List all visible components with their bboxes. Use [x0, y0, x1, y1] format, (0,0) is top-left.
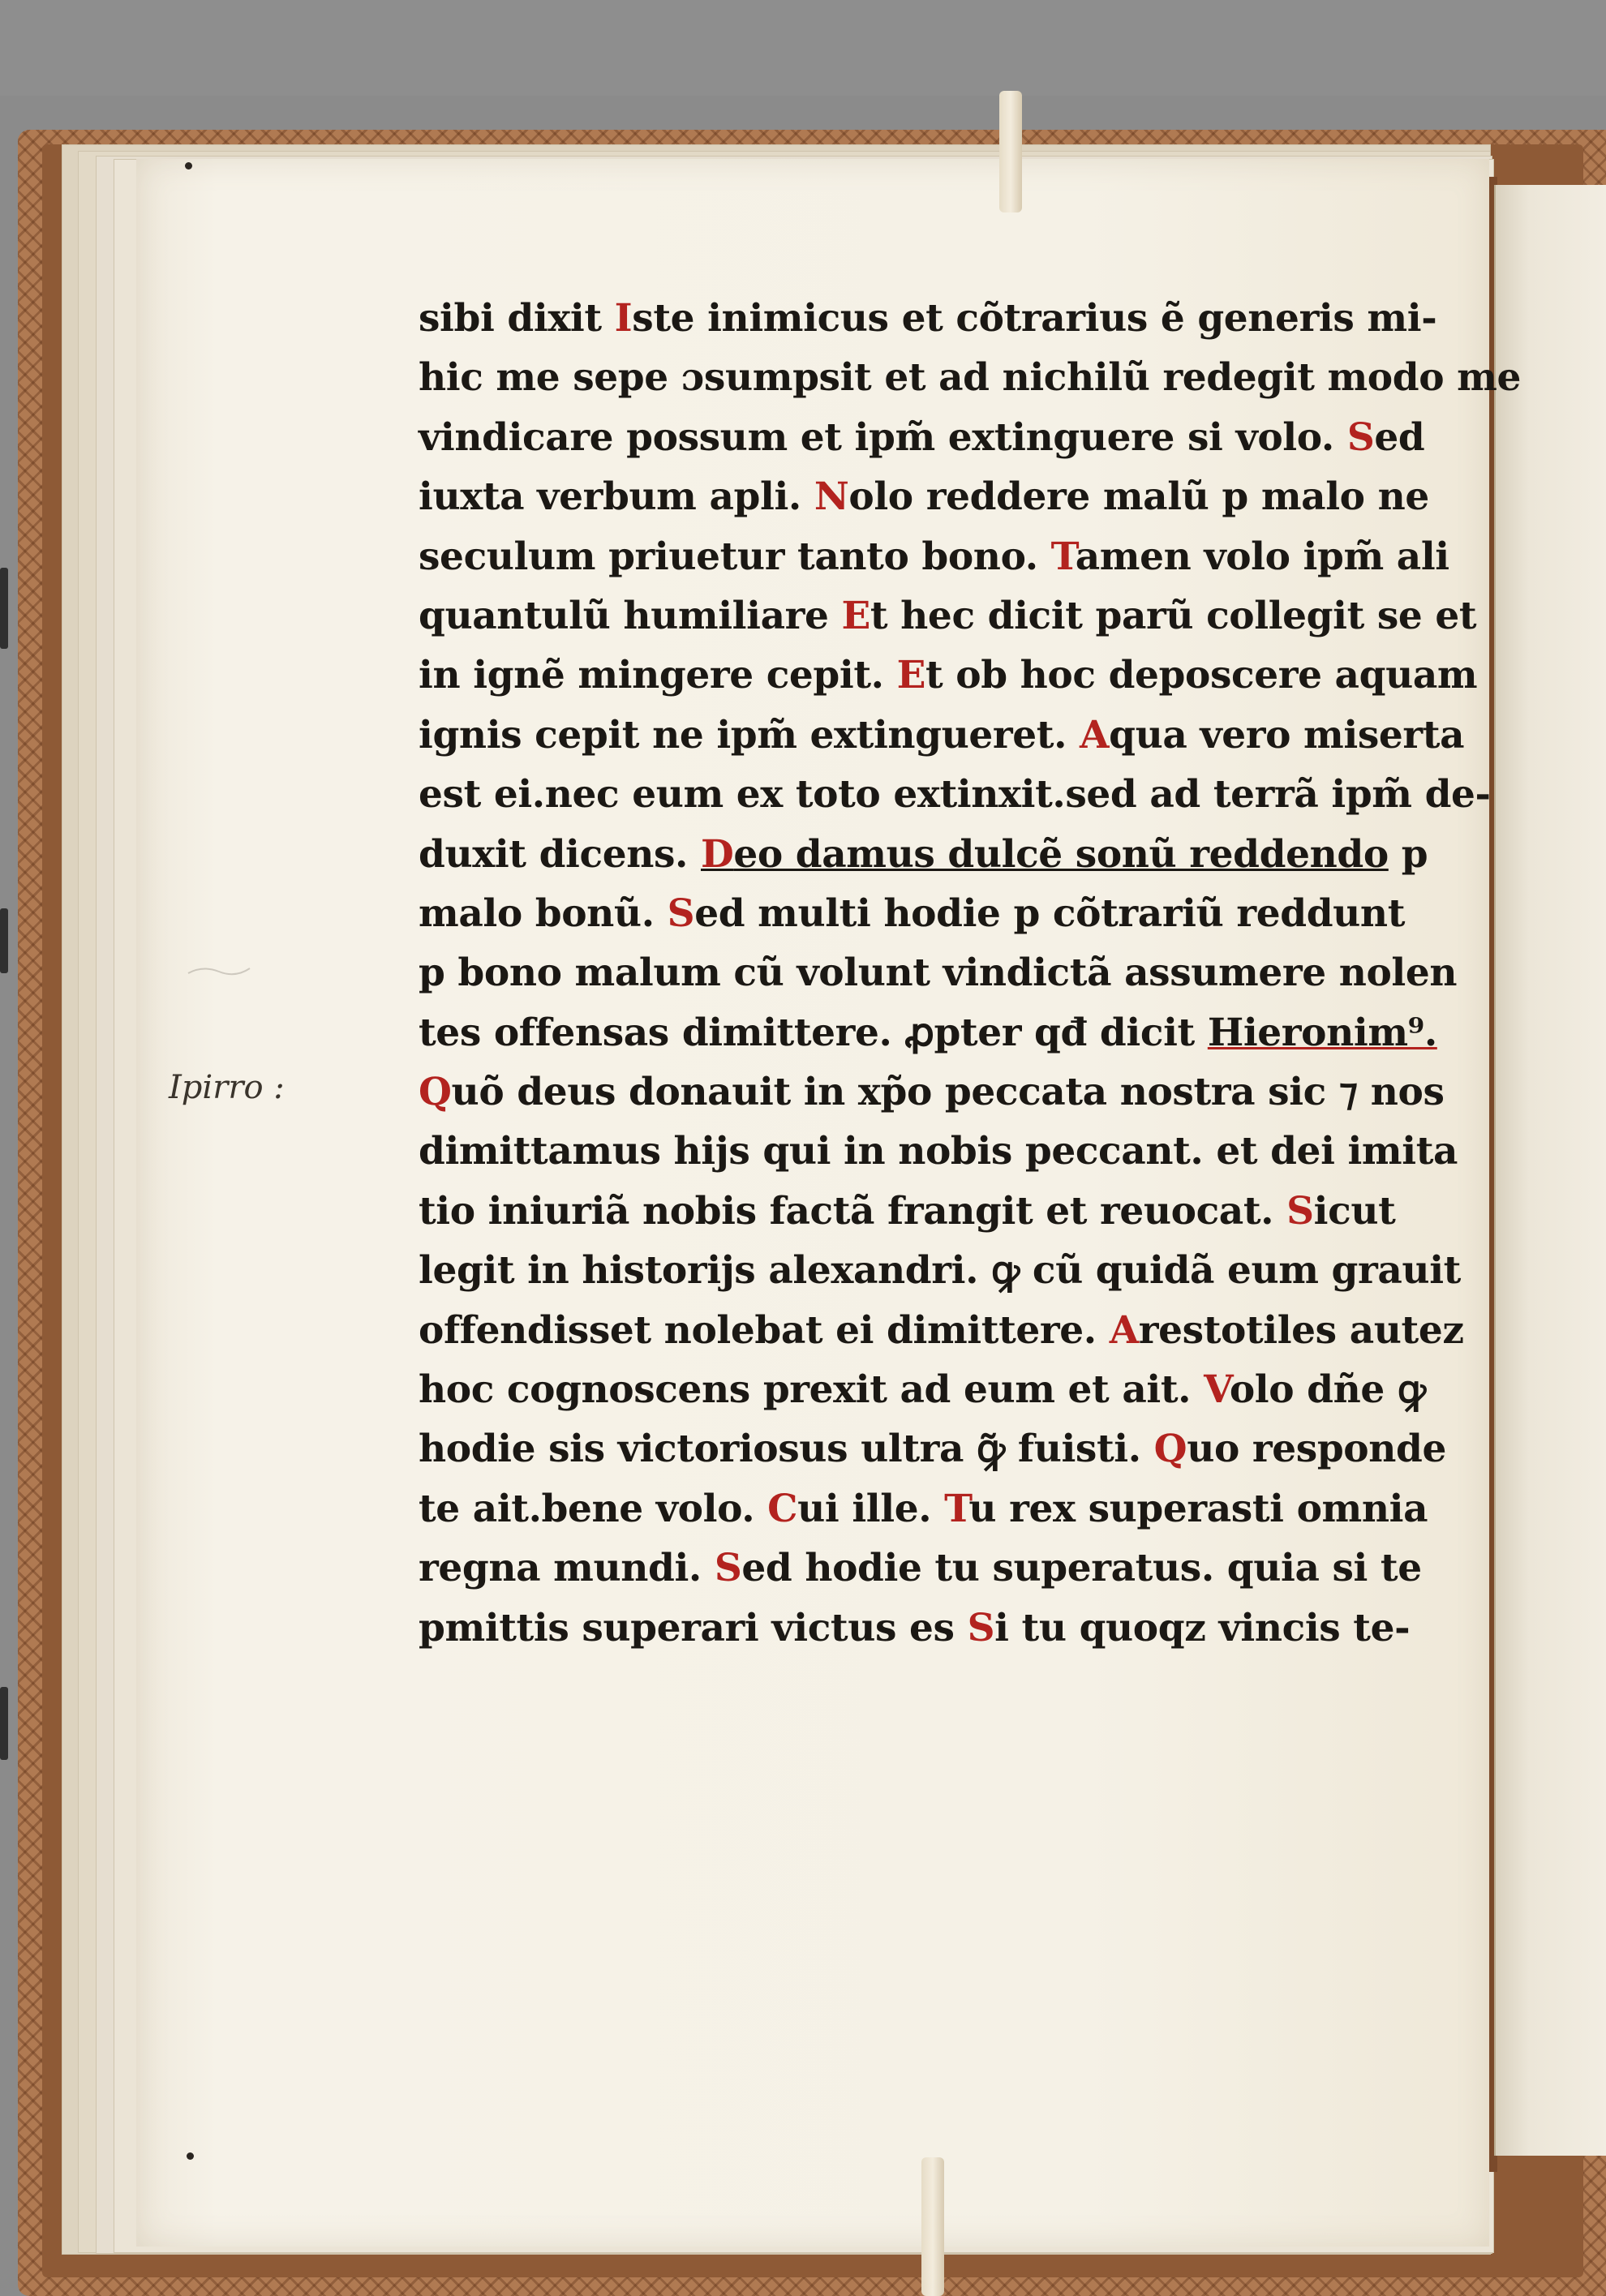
text-line	[419, 1419, 1446, 1478]
text-run: in ignẽ mingere cepit.	[419, 653, 897, 698]
rubricated-initial: N	[814, 474, 849, 520]
text-run: regna mundi.	[419, 1546, 715, 1591]
text-run: i tu quoqz vincis te-	[994, 1605, 1411, 1650]
rubricated-initial: I	[614, 296, 633, 341]
text-line	[419, 943, 1458, 1002]
rubricated-initial: E	[896, 653, 926, 698]
text-line	[419, 1360, 1426, 1419]
text-line	[419, 1003, 1437, 1062]
rubricated-initial: E	[841, 593, 870, 638]
text-line	[419, 1122, 1458, 1181]
text-line	[419, 586, 1477, 646]
rubricated-initial: T	[1050, 534, 1076, 579]
rubricated-initial: S	[1346, 414, 1375, 460]
rubricated-initial: S	[667, 891, 695, 936]
rubricated-initial: S	[1286, 1188, 1314, 1234]
printed-text-block	[419, 289, 1521, 1658]
bookmark-strip-top	[999, 91, 1022, 212]
faint-pen-mark	[187, 963, 251, 978]
text-run: ignis cepit ne ipm̃ extingueret.	[419, 712, 1080, 757]
text-line	[419, 289, 1437, 348]
text-line	[419, 1539, 1422, 1598]
text-line	[419, 765, 1491, 824]
rubricated-initial: S	[967, 1605, 995, 1650]
rubricated-initial: T	[944, 1486, 969, 1531]
text-line	[419, 884, 1408, 943]
text-run: hic me sepe ɔsumpsit et ad nichilũ redegit modo me	[419, 355, 1521, 401]
text-run: restotiles autez	[1138, 1307, 1464, 1353]
text-line	[419, 1301, 1464, 1360]
text-run: malo bonũ.	[419, 891, 668, 936]
rubricated-initial: A	[1080, 712, 1110, 757]
text-run: uo responde	[1187, 1427, 1446, 1472]
text-run: sibi dixit	[419, 296, 615, 341]
text-run: tes offensas dimittere. ꝓpter qđ dicit	[419, 1010, 1208, 1055]
text-line	[419, 706, 1465, 765]
text-line	[419, 1599, 1411, 1658]
margin-annotation: Ipirro :	[169, 1069, 285, 1106]
bookmark-strip-bottom	[921, 2157, 944, 2296]
text-run: u rex superasti omnia	[968, 1486, 1428, 1531]
binding-clasp	[0, 568, 8, 649]
text-run: uõ deus donauit in xp̃o peccata nostra sic ⁊ nos	[451, 1070, 1445, 1115]
text-line	[419, 467, 1429, 526]
text-run: ste inimicus et cõtrarius ẽ generis mi-	[632, 296, 1437, 341]
text-line	[419, 1241, 1461, 1300]
text-run: iuxta verbum apli.	[419, 474, 814, 520]
text-run: t ob hoc deposcere aquam	[925, 653, 1478, 698]
backdrop-top	[0, 0, 1606, 96]
text-run: qua vero miserta	[1109, 712, 1465, 757]
rubricated-initial: V	[1204, 1367, 1230, 1413]
text-line	[419, 1479, 1428, 1539]
binding-clasp	[0, 1687, 8, 1760]
text-run: quantulũ humiliare	[419, 593, 842, 638]
facing-page-edge	[1494, 185, 1606, 2156]
text-line	[419, 408, 1425, 467]
text-run: duxit dicens.	[419, 831, 701, 877]
rubricated-initial: S	[714, 1546, 742, 1591]
text-run: legit in historijs alexandri. ꝙ cũ quidã eum grauit	[419, 1248, 1461, 1294]
text-run: dimittamus hijs qui in nobis peccant. et dei imita	[419, 1129, 1458, 1174]
rubricated-initial: Q	[419, 1070, 452, 1115]
text-run: ui ille.	[797, 1486, 945, 1531]
text-line	[419, 348, 1521, 407]
text-run: icut	[1313, 1188, 1396, 1234]
text-run: pmittis superari victus es	[419, 1605, 968, 1650]
rubricated-initial: Hieronim⁹.	[1207, 1010, 1437, 1055]
text-run: est ei.nec eum ex toto extinxit.sed ad terrã ipm̃ de-	[419, 772, 1491, 818]
text-run: offendisset nolebat ei dimittere.	[419, 1307, 1110, 1353]
ink-speck	[187, 2152, 194, 2160]
text-line	[419, 825, 1428, 884]
text-line	[419, 1182, 1408, 1241]
binding-clasp	[0, 908, 8, 973]
text-line	[419, 527, 1449, 586]
text-run: te ait.bene volo.	[419, 1486, 768, 1531]
text-line	[419, 1062, 1445, 1122]
text-run: hoc cognoscens prexit ad eum et ait.	[419, 1367, 1204, 1413]
rubricated-initial: Q	[1153, 1427, 1187, 1472]
ink-speck	[185, 162, 192, 170]
text-run: tio iniuriã nobis factã frangit et reuocat.	[419, 1188, 1287, 1234]
text-run: amen volo ipm̃ ali	[1075, 534, 1449, 579]
text-run: olo dñe ꝙ	[1229, 1367, 1426, 1413]
text-run: eo damus dulcẽ sonũ reddendo	[733, 831, 1389, 877]
text-run: p bono malum cũ volunt vindictã assumere nolen	[419, 951, 1458, 996]
rubricated-initial: D	[700, 831, 734, 877]
text-run: p	[1388, 831, 1428, 877]
text-run: ed	[1374, 414, 1425, 460]
text-run: seculum priuetur tanto bono.	[419, 534, 1051, 579]
text-run: olo reddere malũ p malo ne	[848, 474, 1429, 520]
rubricated-initial: C	[767, 1486, 798, 1531]
text-run: t hec dicit parũ collegit se et	[870, 593, 1477, 638]
text-run: vindicare possum et ipm̃ extinguere si volo.	[419, 414, 1347, 460]
text-run: ed multi hodie p cõtrariũ reddunt	[694, 891, 1406, 936]
rubricated-initial: A	[1109, 1307, 1139, 1353]
text-line	[419, 646, 1478, 705]
text-run: hodie sis victoriosus ultra ꝙ̃ fuisti.	[419, 1427, 1154, 1472]
text-run: ed hodie tu superatus. quia si te	[741, 1546, 1422, 1591]
